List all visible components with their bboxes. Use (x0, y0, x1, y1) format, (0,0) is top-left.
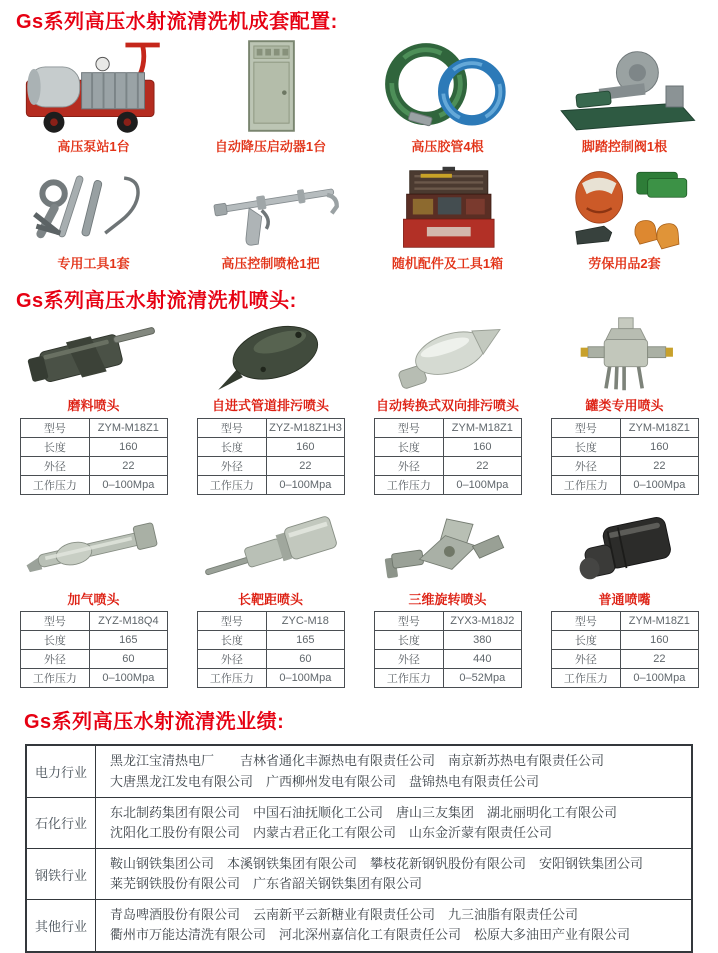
spec-label: 型号 (374, 612, 444, 631)
spec-label: 外径 (551, 456, 621, 475)
nozzle-grid-row1 (0, 315, 718, 495)
nozzle-caption: 长靶距喷头 (237, 591, 303, 607)
nozzle-item-tank (541, 315, 708, 495)
spec-label: 长度 (197, 631, 267, 650)
company-list (96, 900, 693, 952)
spec-label: 型号 (20, 612, 90, 631)
spray-gun-icon (187, 165, 354, 253)
product-caption: 自动降压启动器1台 (214, 139, 327, 154)
product-item-safety-gear (541, 165, 708, 272)
product-item-spray-gun (187, 165, 354, 272)
spec-label: 工作压力 (374, 475, 444, 494)
nozzle-item-standard (541, 509, 708, 689)
spec-value: ZYM-M18Z1 (621, 612, 698, 631)
nozzle-caption: 罐类专用喷头 (585, 398, 664, 414)
product-caption: 随机配件及工具1箱 (391, 255, 504, 271)
spec-label: 型号 (551, 612, 621, 631)
nozzle-item-aerated (10, 509, 177, 689)
spec-value: 440 (444, 650, 521, 669)
spec-value: 22 (444, 456, 521, 475)
safety-gear-icon (541, 165, 708, 253)
spec-value: 160 (90, 437, 167, 456)
spec-label: 长度 (20, 437, 90, 456)
spec-value: 160 (444, 437, 521, 456)
spec-label: 工作压力 (20, 669, 90, 688)
product-caption: 脚踏控制阀1根 (581, 139, 668, 154)
company-list (96, 797, 693, 848)
nozzle-grid-row2 (0, 509, 718, 689)
spec-value: 0–100Mpa (267, 475, 344, 494)
spec-label: 外径 (20, 456, 90, 475)
spec-label: 工作压力 (551, 669, 621, 688)
spec-value: 165 (90, 631, 167, 650)
company-line: 沈阳化工股份有限公司 内蒙古君正化工有限公司 山东金沂蒙有限责任公司 (110, 824, 553, 840)
spec-label: 长度 (197, 437, 267, 456)
spec-label: 长度 (551, 437, 621, 456)
nozzle-caption: 三维旋转喷头 (408, 591, 487, 607)
industry-label: 电力行业 (26, 745, 96, 797)
product-item-starter-cabinet (187, 36, 354, 155)
table-row (26, 797, 692, 848)
spec-value: 160 (621, 437, 698, 456)
nozzle-item-abrasive (10, 315, 177, 495)
company-list (96, 745, 693, 797)
bidirectional-nozzle-icon (364, 315, 531, 393)
spec-value: ZYC-M18 (267, 612, 344, 631)
product-caption: 高压控制喷枪1把 (221, 255, 320, 271)
product-caption: 劳保用品2套 (588, 255, 661, 271)
nozzles-section-title: Gs系列高压水射流清洗机喷头: (16, 290, 297, 313)
nozzle-item-long-range (187, 509, 354, 689)
table-row (26, 745, 692, 797)
spec-label: 长度 (551, 631, 621, 650)
nozzle-spec-table (197, 611, 345, 688)
spec-label: 工作压力 (20, 475, 90, 494)
config-grid-row2 (0, 165, 718, 272)
spec-label: 外径 (374, 650, 444, 669)
nozzle-spec-table (197, 418, 345, 495)
spec-value: 60 (267, 650, 344, 669)
spec-label: 外径 (197, 456, 267, 475)
starter-cabinet-icon (187, 36, 354, 136)
spec-value: 0–100Mpa (267, 669, 344, 688)
toolbox-icon (364, 165, 531, 253)
spec-value: 22 (621, 456, 698, 475)
spec-value: 160 (621, 631, 698, 650)
nozzle-spec-table (20, 418, 168, 495)
spec-label: 外径 (197, 650, 267, 669)
table-row (26, 900, 692, 952)
standard-nozzle-icon (541, 509, 708, 587)
nozzle-item-3d-rotary (364, 509, 531, 689)
spec-value: 0–52Mpa (444, 669, 521, 688)
spec-value: 0–100Mpa (90, 475, 167, 494)
nozzle-caption: 自进式管道排污喷头 (211, 398, 329, 414)
spec-label: 外径 (374, 456, 444, 475)
spec-label: 型号 (374, 418, 444, 437)
long-range-nozzle-icon (187, 509, 354, 587)
product-item-tools (10, 165, 177, 272)
product-item-pump-station (10, 36, 177, 155)
nozzle-spec-table (551, 418, 699, 495)
spec-value: 22 (267, 456, 344, 475)
spec-value: 0–100Mpa (444, 475, 521, 494)
hose-coils-icon (364, 36, 531, 136)
product-caption: 高压泵站1台 (57, 139, 130, 154)
spec-value: 22 (90, 456, 167, 475)
product-caption: 高压胶管4根 (411, 139, 484, 154)
spec-value: ZYZ-M18Z1H3 (267, 418, 344, 437)
spec-label: 工作压力 (197, 475, 267, 494)
spec-value: 165 (267, 631, 344, 650)
company-line: 东北制药集团有限公司 中国石油抚顺化工公司 唐山三友集团 湖北丽明化工有限公司 (110, 804, 618, 820)
company-line: 黑龙江宝清热电厂 吉林省通化丰源热电有限责任公司 南京新苏热电有限责任公司 (110, 753, 605, 769)
spec-value: ZYZ-M18Q4 (90, 612, 167, 631)
nozzle-caption: 加气喷头 (67, 591, 120, 607)
spec-value: ZYX3-M18J2 (444, 612, 521, 631)
pipe-cleaning-nozzle-icon (187, 315, 354, 393)
spec-value: 0–100Mpa (90, 669, 167, 688)
spec-label: 型号 (197, 418, 267, 437)
spec-label: 工作压力 (374, 669, 444, 688)
nozzle-item-self-propelled (187, 315, 354, 495)
company-line: 衢州市万能达清洗有限公司 河北深州嘉信化工有限责任公司 松原大多油田产业有限公司 (110, 927, 631, 943)
spec-value: 380 (444, 631, 521, 650)
spec-label: 工作压力 (551, 475, 621, 494)
abrasive-nozzle-icon (10, 315, 177, 393)
spec-label: 长度 (374, 437, 444, 456)
spec-value: 160 (267, 437, 344, 456)
company-line: 鞍山钢铁集团公司 本溪钢铁集团有限公司 攀枝花新钢钒股份有限公司 安阳钢铁集团公司 (110, 855, 644, 871)
nozzle-spec-table (374, 418, 522, 495)
spec-label: 工作压力 (197, 669, 267, 688)
spec-value: 0–100Mpa (621, 475, 698, 494)
table-row (26, 848, 692, 899)
company-list (96, 848, 693, 899)
aerated-nozzle-icon (10, 509, 177, 587)
nozzle-spec-table (374, 611, 522, 688)
rotary-3d-nozzle-icon (364, 509, 531, 587)
tank-nozzle-icon (541, 315, 708, 393)
spec-value: ZYM-M18Z1 (90, 418, 167, 437)
industry-label: 石化行业 (26, 797, 96, 848)
product-item-toolbox (364, 165, 531, 272)
tool-set-icon (10, 165, 177, 253)
spec-label: 型号 (20, 418, 90, 437)
nozzle-caption: 磨料喷头 (67, 398, 120, 414)
industry-label: 钢铁行业 (26, 848, 96, 899)
spec-label: 型号 (551, 418, 621, 437)
spec-value: 22 (621, 650, 698, 669)
achievements-section-title: Gs系列高压水射流清洗业绩: (24, 711, 285, 734)
spec-value: ZYM-M18Z1 (444, 418, 521, 437)
nozzle-caption: 自动转换式双向排污喷头 (375, 398, 519, 414)
nozzle-item-bidirectional (364, 315, 531, 495)
spec-label: 长度 (374, 631, 444, 650)
spec-value: 60 (90, 650, 167, 669)
company-line: 莱芜钢铁股份有限公司 广东省韶关钢铁集团有限公司 (110, 876, 423, 892)
nozzle-spec-table (20, 611, 168, 688)
company-line: 大唐黑龙江发电有限公司 广西柳州发电有限公司 盘锦热电有限责任公司 (110, 773, 540, 789)
spec-value: 0–100Mpa (621, 669, 698, 688)
spec-label: 型号 (197, 612, 267, 631)
spec-label: 长度 (20, 631, 90, 650)
spec-label: 外径 (551, 650, 621, 669)
pump-station-icon (10, 36, 177, 136)
product-item-foot-valve (541, 36, 708, 155)
config-grid-row1 (0, 36, 718, 155)
foot-valve-icon (541, 36, 708, 136)
config-section-title: Gs系列高压水射流清洗机成套配置: (16, 11, 338, 33)
achievements-table (25, 744, 693, 952)
company-line: 青岛啤酒股份有限公司 云南新平云新糖业有限责任公司 九三油脂有限责任公司 (110, 907, 579, 923)
nozzle-caption: 普通喷嘴 (598, 591, 651, 607)
industry-label: 其他行业 (26, 900, 96, 952)
product-item-hoses (364, 36, 531, 155)
spec-label: 外径 (20, 650, 90, 669)
nozzle-spec-table (551, 611, 699, 688)
product-caption: 专用工具1套 (57, 255, 130, 271)
spec-value: ZYM-M18Z1 (621, 418, 698, 437)
